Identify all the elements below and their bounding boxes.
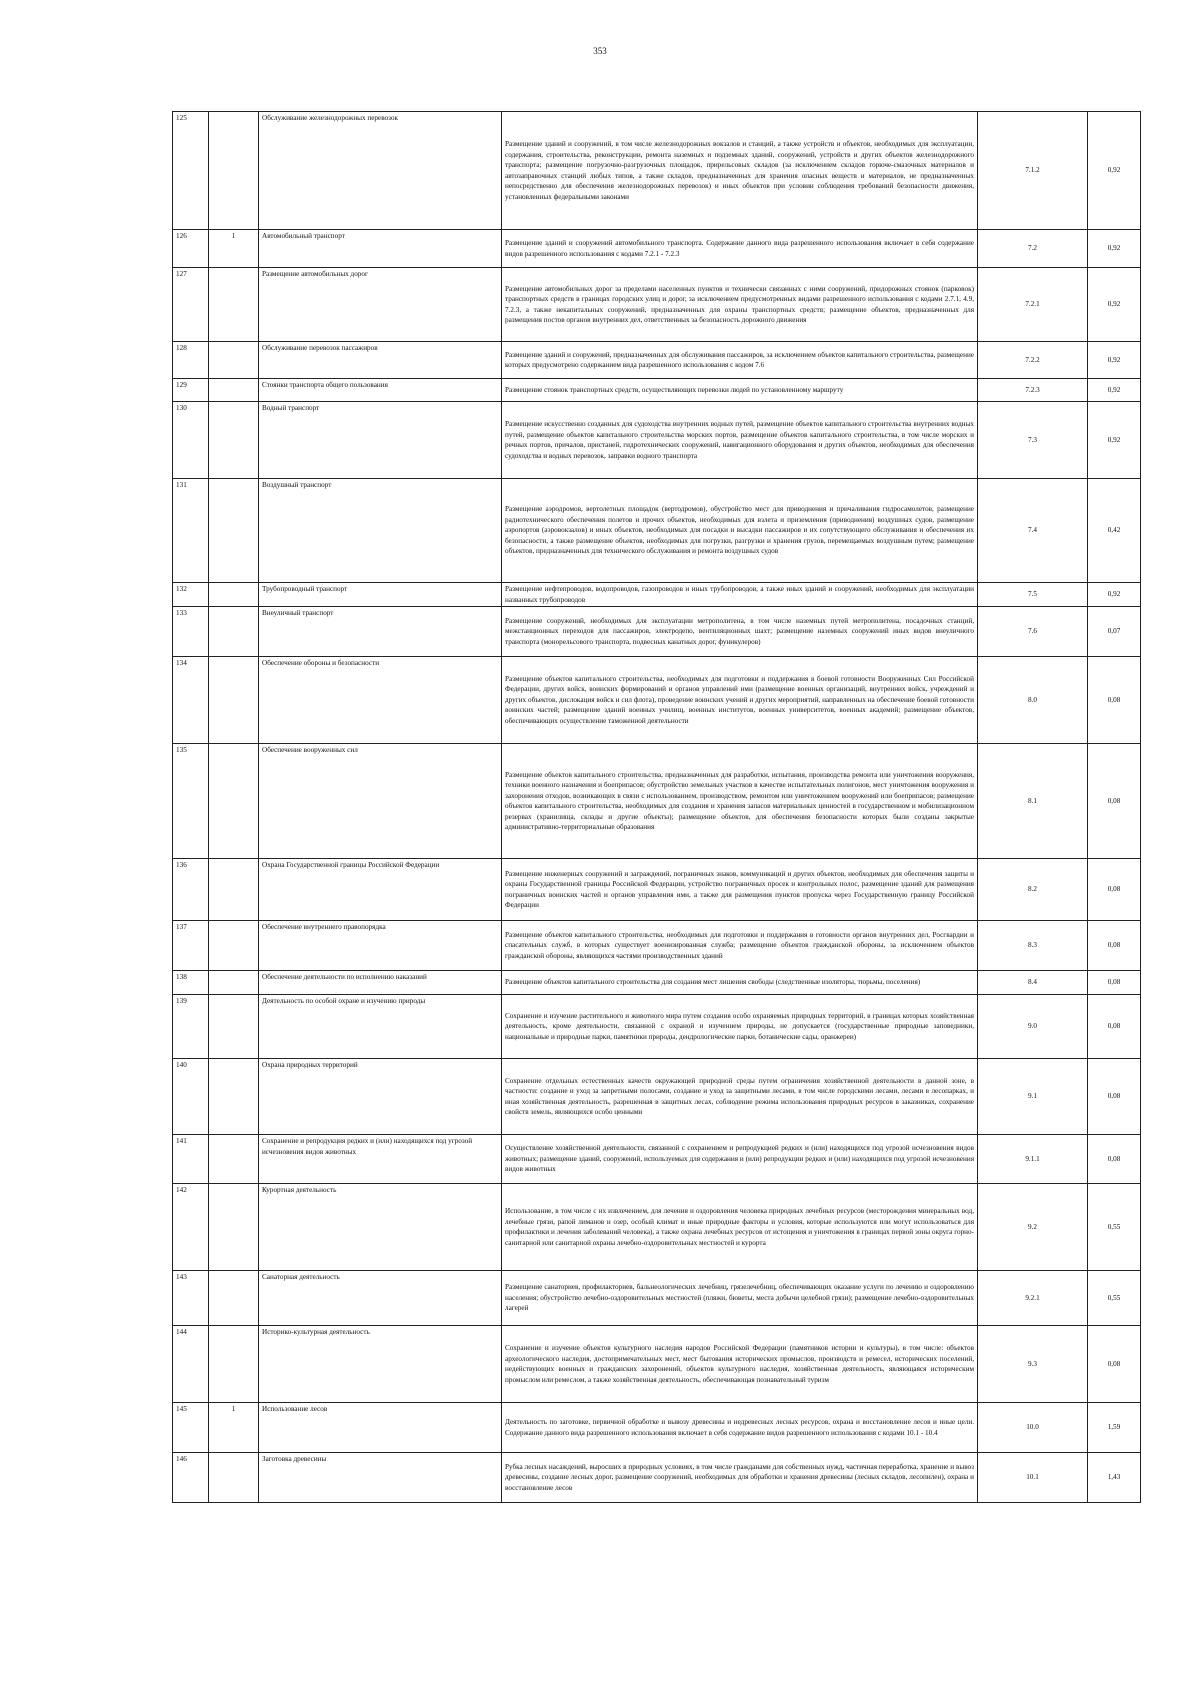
coefficient-value: 0,08	[1088, 1135, 1141, 1184]
use-type-description: Размещение нефтепроводов, водопроводов, газопроводов и иных трубопроводов, а также иных зданий и сооружений, необходимых для эксплуатации названных трубопроводов	[502, 583, 978, 607]
use-type-description: Размещение аэродромов, вертолетных площадок (вертодромов), обустройство мест для приводнения и причаливания гидросамолетов, размещение радиотехнического обеспечения полетов и прочих объектов, необходимых для взлета и приземления (приводнения) воздушных судов, размещение аэропортов (аэровокзалов) и иных объектов, необходимых для посадки и высадки пассажиров и их сопутствующего обслуживания и обеспечения их безопасности, а также размещение объектов, необходимых для погрузки, разгрузки и хранения грузов, перемещаемых воздушным путем; размещение объектов, предназначенных для технического обслуживания и ремонта воздушных судов	[502, 479, 978, 583]
row-number: 133	[173, 607, 209, 657]
table-row	[173, 859, 1141, 921]
use-type-code: 8.1	[978, 744, 1088, 859]
coefficient-value: 0,08	[1088, 1059, 1141, 1135]
row-level	[209, 268, 259, 342]
coefficient-value: 0,55	[1088, 1184, 1141, 1271]
use-type-code: 10.1	[978, 1453, 1088, 1503]
use-type-name: Санаторная деятельность	[259, 1271, 502, 1326]
use-type-code: 8.0	[978, 657, 1088, 744]
use-type-code: 9.3	[978, 1326, 1088, 1403]
row-level	[209, 1453, 259, 1503]
row-number: 126	[173, 230, 209, 268]
use-type-name: Обеспечение обороны и безопасности	[259, 657, 502, 744]
row-number: 138	[173, 971, 209, 995]
row-level	[209, 112, 259, 230]
row-level	[209, 479, 259, 583]
coefficient-value: 0,08	[1088, 971, 1141, 995]
coefficient-value: 0,92	[1088, 583, 1141, 607]
row-number: 136	[173, 859, 209, 921]
table-row	[173, 971, 1141, 995]
use-type-name: Обслуживание перевозок пассажиров	[259, 342, 502, 379]
use-type-name: Сохранение и репродукция редких и (или) находящихся под угрозой исчезновения видов животных	[259, 1135, 502, 1184]
use-type-code: 10.0	[978, 1403, 1088, 1453]
table-row	[173, 921, 1141, 971]
use-type-description: Размещение автомобильных дорог за пределами населенных пунктов и технически связанных с ними сооружений, придорожных стоянок (парковок) транспортных средств в границах городских улиц и дорог, за исключением предусмотренных видами разрешенного использования с кодами 2.7.1, 4.9, 7.2.3, а также некапитальных сооружений, предназначенных для охраны транспортных средств; размещение объектов, предназначенных для размещения постов органов внутренних дел, ответственных за безопасность дорожного движения	[502, 268, 978, 342]
row-level	[209, 342, 259, 379]
page-number: 353	[593, 46, 607, 56]
row-number: 130	[173, 402, 209, 479]
row-level	[209, 657, 259, 744]
use-type-name: Курортная деятельность	[259, 1184, 502, 1271]
use-type-description: Размещение сооружений, необходимых для эксплуатации метрополитена, в том числе наземных путей метрополитена, посадочных станций, межстанционных переходов для пассажиров, электродепо, вентиляционных шахт; размещение наземных сооружений иных видов внеуличного транспорта (монорельсового транспорта, подвесных канатных дорог, фуникулеров)	[502, 607, 978, 657]
use-type-code: 7.1.2	[978, 112, 1088, 230]
table-row	[173, 1403, 1141, 1453]
use-type-code: 9.1.1	[978, 1135, 1088, 1184]
row-level	[209, 379, 259, 402]
use-type-code: 7.2.3	[978, 379, 1088, 402]
table-row	[173, 479, 1141, 583]
land-use-table	[172, 111, 1141, 1503]
coefficient-value: 0,08	[1088, 995, 1141, 1059]
table-row	[173, 607, 1141, 657]
table-row	[173, 583, 1141, 607]
table-row	[173, 657, 1141, 744]
coefficient-value: 0,55	[1088, 1271, 1141, 1326]
use-type-code: 8.4	[978, 971, 1088, 995]
use-type-name: Размещение автомобильных дорог	[259, 268, 502, 342]
row-level: 1	[209, 1403, 259, 1453]
row-number: 129	[173, 379, 209, 402]
row-level	[209, 921, 259, 971]
coefficient-value: 0,08	[1088, 744, 1141, 859]
use-type-name: Обеспечение вооруженных сил	[259, 744, 502, 859]
use-type-description: Осуществление хозяйственной деятельности, связанной с сохранением и репродукцией редких и (или) находящихся под угрозой исчезновения видов животных; размещение зданий, сооружений, используемых для содержания и (или) репродукции редких и (или) находящихся под угрозой исчезновения видов животных	[502, 1135, 978, 1184]
table-row	[173, 1059, 1141, 1135]
use-type-name: Охрана Государственной границы Российской Федерации	[259, 859, 502, 921]
use-type-code: 7.5	[978, 583, 1088, 607]
use-type-description: Размещение искусственно созданных для судоходства внутренних водных путей, размещение объектов капитального строительства внутренних водных путей, размещение объектов капитального строительства морских портов, размещение объектов капитального строительства, в том числе морских и речных портов, причалов, пристаней, гидротехнических сооружений, навигационного оборудования и других объектов, необходимых для обеспечения судоходства и водных перевозок, заправки водного транспорта	[502, 402, 978, 479]
use-type-name: Заготовка древесины	[259, 1453, 502, 1503]
use-type-description: Сохранение и изучение объектов культурного наследия народов Российской Федерации (памятников истории и культуры), в том числе: объектов археологического наследия, достопримечательных мест, мест бытования исторических промыслов, производств и ремесел, исторических поселений, недействующих военных и гражданских захоронений, объектов культурного наследия, хозяйственная деятельность, являющаяся историческим промыслом или ремеслом, а также хозяйственная деятельность, обеспечивающая познавательный туризм	[502, 1326, 978, 1403]
table-row	[173, 402, 1141, 479]
row-level	[209, 859, 259, 921]
row-level	[209, 744, 259, 859]
row-number: 144	[173, 1326, 209, 1403]
row-number: 141	[173, 1135, 209, 1184]
table-row	[173, 1453, 1141, 1503]
row-number: 142	[173, 1184, 209, 1271]
row-number: 135	[173, 744, 209, 859]
use-type-code: 7.2.1	[978, 268, 1088, 342]
coefficient-value: 0,92	[1088, 402, 1141, 479]
coefficient-value: 0,08	[1088, 921, 1141, 971]
use-type-description: Сохранение отдельных естественных качеств окружающей природной среды путем ограничения хозяйственной деятельности в данной зоне, в частности: создание и уход за запретными полосами, создание и уход за защитными лесами, в том числе городскими лесами, лесами в лесопарках, и иная хозяйственная деятельность, разрешенная в защитных лесах, соблюдение режима использования природных ресурсов в заказниках, сохранение свойств земель, являющихся особо ценными	[502, 1059, 978, 1135]
table-row	[173, 1135, 1141, 1184]
table-row	[173, 744, 1141, 859]
use-type-description: Размещение объектов капитального строительства, необходимых для подготовки и поддержания в боевой готовности Вооруженных Сил Российской Федерации, других войск, воинских формирований и органов управлений ими (размещение военных организаций, внутренних войск, учреждений и других объектов, дислокация войск и сил флота), проведение воинских учений и других мероприятий, направленных на обеспечение боевой готовности воинских частей; размещение зданий военных училищ, военных институтов, военных университетов, военных академий; размещение объектов, обеспечивающих осуществление таможенной деятельности	[502, 657, 978, 744]
coefficient-value: 0,07	[1088, 607, 1141, 657]
use-type-code: 7.2.2	[978, 342, 1088, 379]
row-level	[209, 971, 259, 995]
row-number: 146	[173, 1453, 209, 1503]
use-type-description: Размещение зданий и сооружений, предназначенных для обслуживания пассажиров, за исключением объектов капитального строительства, размещение которых предусмотрено содержанием вида разрешенного использования с кодом 7.6	[502, 342, 978, 379]
table-row	[173, 268, 1141, 342]
table-row	[173, 342, 1141, 379]
use-type-description: Размещение зданий и сооружений автомобильного транспорта. Содержание данного вида разрешенного использования включает в себя содержание видов разрешенного использования с кодами 7.2.1 - 7.2.3	[502, 230, 978, 268]
use-type-code: 7.2	[978, 230, 1088, 268]
use-type-description: Размещение объектов капитального строительства для создания мест лишения свободы (следственные изоляторы, тюрьмы, поселения)	[502, 971, 978, 995]
use-type-name: Обеспечение деятельности по исполнению наказаний	[259, 971, 502, 995]
use-type-name: Обслуживание железнодорожных перевозок	[259, 112, 502, 230]
use-type-name: Водный транспорт	[259, 402, 502, 479]
use-type-name: Воздушный транспорт	[259, 479, 502, 583]
coefficient-value: 1,59	[1088, 1403, 1141, 1453]
coefficient-value: 0,92	[1088, 112, 1141, 230]
row-number: 145	[173, 1403, 209, 1453]
row-number: 139	[173, 995, 209, 1059]
row-level	[209, 583, 259, 607]
use-type-code: 9.2	[978, 1184, 1088, 1271]
row-number: 127	[173, 268, 209, 342]
use-type-code: 7.4	[978, 479, 1088, 583]
use-type-name: Стоянки транспорта общего пользования	[259, 379, 502, 402]
row-number: 128	[173, 342, 209, 379]
use-type-description: Размещение объектов капитального строительства, предназначенных для разработки, испытания, производства ремонта или уничтожения вооружения, техники военного назначения и боеприпасов; обустройство земельных участков в качестве испытательных полигонов, мест уничтожения вооружения и захоронения отходов, возникающих в связи с использованием, производством, ремонтом или уничтожением вооружений или боеприпасов; размещение объектов капитального строительства, необходимых для создания и хранения запасов материальных ценностей в государственном и мобилизационном резервах (хранилища, склады и другие объекты); размещение объектов, для обеспечения безопасности которых были созданы закрытые административно-территориальные образования	[502, 744, 978, 859]
row-number: 125	[173, 112, 209, 230]
coefficient-value: 0,08	[1088, 859, 1141, 921]
coefficient-value: 0,92	[1088, 342, 1141, 379]
table-row	[173, 230, 1141, 268]
row-number: 143	[173, 1271, 209, 1326]
use-type-description: Деятельность по заготовке, первичной обработке и вывозу древесины и недревесных лесных ресурсов, охрана и восстановление лесов и иные цели. Содержание данного вида разрешенного использования включает в себя содержание видов разрешенного использования с кодами 10.1 - 10.4	[502, 1403, 978, 1453]
use-type-code: 9.2.1	[978, 1271, 1088, 1326]
use-type-code: 8.3	[978, 921, 1088, 971]
use-type-description: Размещение санаториев, профилакториев, бальнеологических лечебниц, грязелечебниц, обеспечивающих оказание услуги по лечению и оздоровлению населения; обустройство лечебно-оздоровительных местностей (пляжи, бюветы, места добычи целебной грязи); размещение лечебно-оздоровительных лагерей	[502, 1271, 978, 1326]
coefficient-value: 0,42	[1088, 479, 1141, 583]
coefficient-value: 1,43	[1088, 1453, 1141, 1503]
use-type-description: Размещение объектов капитального строительства, необходимых для подготовки и поддержания в готовности органов внутренних дел, Росгвардии и спасательных служб, в которых существует военизированная служба; размещение объектов гражданской обороны, за исключением объектов гражданской обороны, являющихся частями производственных зданий	[502, 921, 978, 971]
row-level: 1	[209, 230, 259, 268]
use-type-code: 7.6	[978, 607, 1088, 657]
table-body	[173, 112, 1141, 1503]
use-type-code: 9.1	[978, 1059, 1088, 1135]
row-number: 131	[173, 479, 209, 583]
use-type-name: Использование лесов	[259, 1403, 502, 1453]
row-level	[209, 607, 259, 657]
row-level	[209, 1326, 259, 1403]
use-type-description: Использование, в том числе с их извлечением, для лечения и оздоровления человека природных лечебных ресурсов (месторождения минеральных вод, лечебные грязи, рапой лиманов и озер, особый климат и иные природные факторы и условия, которые используются или могут использоваться для профилактики и лечения заболеваний человека), а также охрана лечебных ресурсов от истощения и уничтожения в границах первой зоны округа горно-санитарной или санитарной охраны лечебно-оздоровительных местностей и курорта	[502, 1184, 978, 1271]
coefficient-value: 0,92	[1088, 230, 1141, 268]
coefficient-value: 0,08	[1088, 657, 1141, 744]
use-type-name: Охрана природных территорий	[259, 1059, 502, 1135]
table-row	[173, 1326, 1141, 1403]
table-row	[173, 379, 1141, 402]
coefficient-value: 0,92	[1088, 379, 1141, 402]
use-type-description: Размещение зданий и сооружений, в том числе железнодорожных вокзалов и станций, а также устройств и объектов, необходимых для эксплуатации, содержания, строительства, реконструкции, ремонта наземных и подземных зданий, сооружений, устройств и других объектов железнодорожного транспорта; размещение погрузочно-разгрузочных площадок, прирельсовых складов (за исключением складов горюче-смазочных материалов и автозаправочных станций любых типов, а также складов, предназначенных для хранения опасных веществ и материалов, не предназначенных непосредственно для обеспечения железнодорожных перевозок) и иных объектов при условии соблюдения требований безопасности движения, установленных федеральными законами	[502, 112, 978, 230]
use-type-name: Историко-культурная деятельность	[259, 1326, 502, 1403]
use-type-name: Автомобильный транспорт	[259, 230, 502, 268]
row-level	[209, 995, 259, 1059]
coefficient-value: 0,92	[1088, 268, 1141, 342]
table-row	[173, 995, 1141, 1059]
use-type-code: 8.2	[978, 859, 1088, 921]
use-type-description: Размещение инженерных сооружений и заграждений, пограничных знаков, коммуникаций и других объектов, необходимых для обеспечения защиты и охраны Государственной границы Российской Федерации, устройство пограничных просек и контрольных полос, размещение зданий для размещения пограничных воинских частей и органов управления ими, а также для размещения пунктов пропуска через Государственную границу Российской Федерации	[502, 859, 978, 921]
row-level	[209, 1271, 259, 1326]
use-type-code: 9.0	[978, 995, 1088, 1059]
use-type-description: Рубка лесных насаждений, выросших в природных условиях, в том числе гражданами для собственных нужд, частичная переработка, хранение и вывоз древесины, создание лесных дорог, размещение сооружений, необходимых для обработки и хранения древесины (лесных складов, лесопилен), охрана и восстановление лесов	[502, 1453, 978, 1503]
use-type-name: Внеуличный транспорт	[259, 607, 502, 657]
row-level	[209, 1135, 259, 1184]
use-type-name: Обеспечение внутреннего правопорядка	[259, 921, 502, 971]
row-level	[209, 1184, 259, 1271]
use-type-description: Сохранение и изучение растительного и животного мира путем создания особо охраняемых природных территорий, в границах которых хозяйственная деятельность, кроме деятельности, связанной с охраной и изучением природы, не допускается (государственные природные заповедники, национальные и природные парки, памятники природы, дендрологические парки, ботанические сады, оранжереи)	[502, 995, 978, 1059]
use-type-name: Деятельность по особой охране и изучению природы	[259, 995, 502, 1059]
table-row	[173, 1271, 1141, 1326]
use-type-description: Размещение стоянок транспортных средств, осуществляющих перевозки людей по установленному маршруту	[502, 379, 978, 402]
row-level	[209, 1059, 259, 1135]
table-row	[173, 1184, 1141, 1271]
row-number: 132	[173, 583, 209, 607]
table-row	[173, 112, 1141, 230]
row-number: 137	[173, 921, 209, 971]
use-type-code: 7.3	[978, 402, 1088, 479]
coefficient-value: 0,08	[1088, 1326, 1141, 1403]
row-number: 140	[173, 1059, 209, 1135]
row-number: 134	[173, 657, 209, 744]
use-type-name: Трубопроводный транспорт	[259, 583, 502, 607]
row-level	[209, 402, 259, 479]
